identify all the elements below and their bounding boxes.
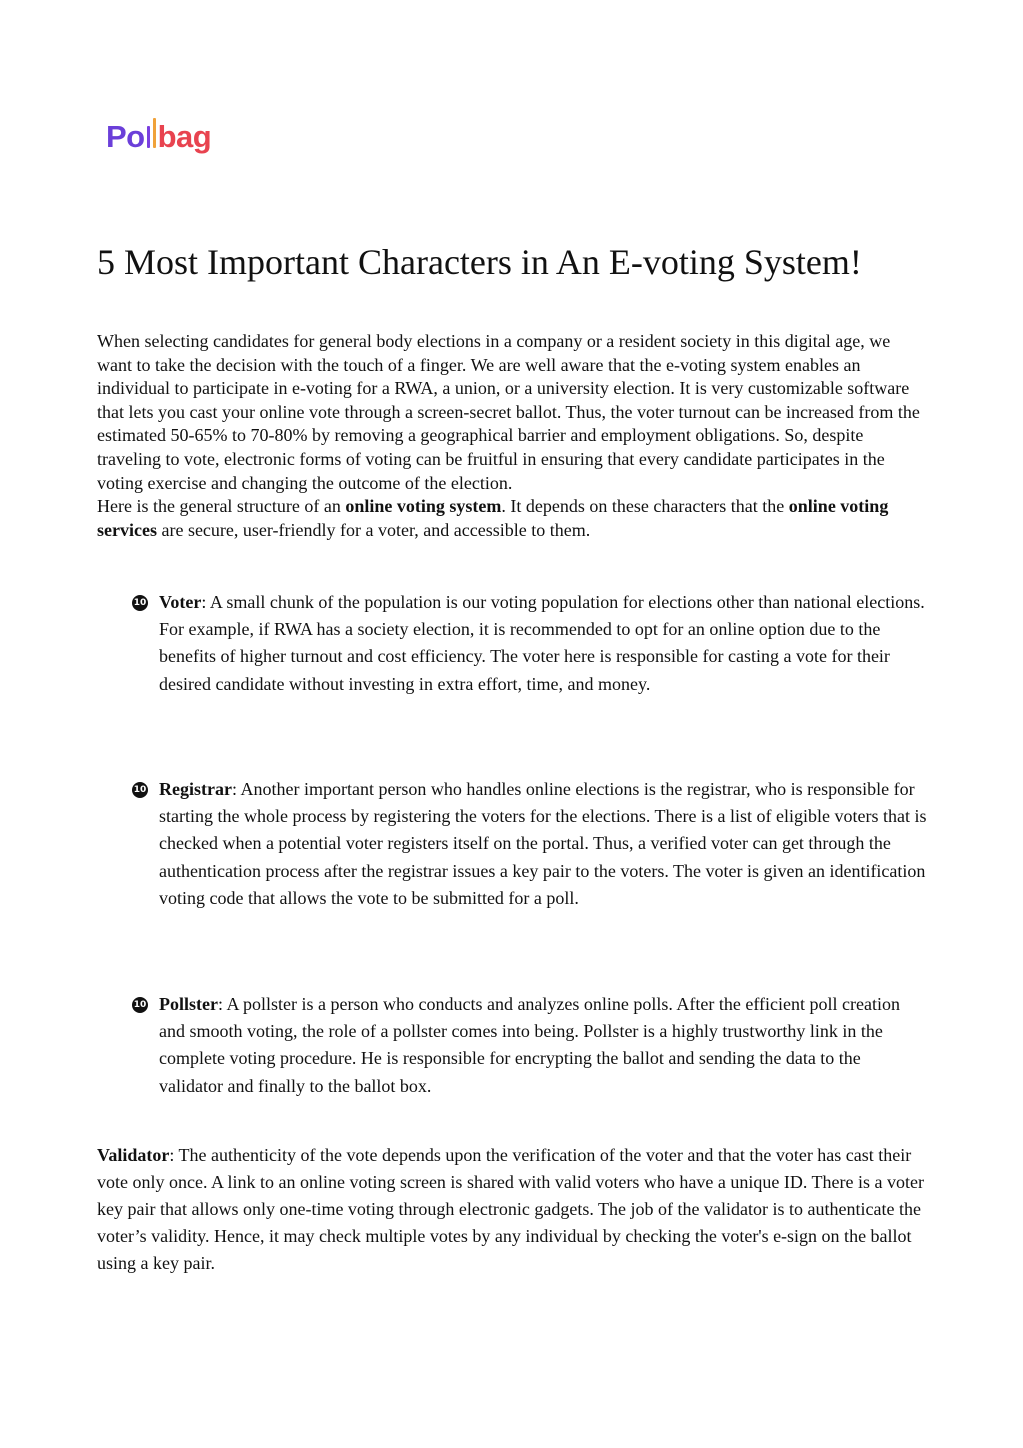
list-item-voter xyxy=(132,589,927,698)
validator-text: : The authenticity of the vote depends upon the verification of the voter and that the voter has cast their vote only once. A link to an online voting screen is shared with valid voters who have a unique ID. There is a voter key pair that allows only one-time voting through electronic gadgets. The job of the validator is to authenticate the voter’s validity. Hence, it may check multiple votes by any individual by checking the voter's e-sign on the ballot using a key pair. xyxy=(97,1145,924,1273)
list-item-pollster xyxy=(132,991,927,1100)
validator-term: Validator xyxy=(97,1145,170,1165)
online-voting-services-term: online voting services xyxy=(97,496,889,540)
bullet-marker-icon: 10 xyxy=(132,595,148,611)
registrar-term: Registrar xyxy=(159,779,232,799)
list-item-registrar xyxy=(132,776,927,912)
online-voting-system-term: online voting system xyxy=(345,496,502,517)
pollbag-logo xyxy=(106,108,211,152)
intro-paragraph: When selecting candidates for general body elections in a company or a resident society in this digital age, we want to take the decision with the touch of a finger. We are well aware that the e-voting system enables an individual to participate in e-voting for a RWA, a union, or a university election. It is very customizable software that lets you cast your online vote through a screen-secret ballot. Thus, the voter turnout can be increased from the estimated 50-65% to 70-80% by removing a geographical barrier and employment obligations. So, despite traveling to vote, electronic forms of voting can be fruitful in ensuring that every candidate participates in the voting exercise and changing the outcome of the election. xyxy=(97,331,920,493)
registrar-text: : Another important person who handles online elections is the registrar, who is responsible for starting the whole process by registering the voters for the elections. There is a list of eligible voters that is checked when a potential voter registers itself on the portal. Thus, a verified voter can get through the authentication process after the registrar issues a key pair to the voters. The voter is given an identification voting code that allows the vote to be submitted for a poll. xyxy=(159,779,927,908)
bullet-marker-icon: 10 xyxy=(132,782,148,798)
pollster-description xyxy=(159,991,927,1100)
structure-paragraph xyxy=(97,495,929,542)
pollster-text: : A pollster is a person who conducts and analyzes online polls. After the efficient poll creation and smooth voting, the role of a pollster comes into being. Pollster is a highly trustworthy link in the complete voting procedure. He is responsible for encrypting the ballot and sending the data to the validator and finally to the ballot box. xyxy=(159,994,900,1096)
structure-text-middle: . It depends on these characters that the xyxy=(501,496,789,517)
voter-description xyxy=(159,589,927,698)
logo-bars-icon xyxy=(147,118,156,148)
voter-term: Voter xyxy=(159,592,202,612)
bullet-marker-icon: 10 xyxy=(132,997,148,1013)
structure-text-before: Here is the general structure of an xyxy=(97,496,346,517)
voter-text: : A small chunk of the population is our voting population for elections other than national elections. For example, if RWA has a society election, it is recommended to opt for an online option due to the benefits of higher turnout and cost efficiency. The voter here is responsible for casting a vote for their desired candidate without investing in extra effort, time, and money. xyxy=(159,592,925,694)
logo-bar-purple xyxy=(147,126,150,148)
page-title: 5 Most Important Characters in An E-voting System! xyxy=(97,242,862,282)
pollster-term: Pollster xyxy=(159,994,218,1014)
structure-text-after: are secure, user-friendly for a voter, and accessible to them. xyxy=(156,519,591,540)
logo-bar-orange xyxy=(153,118,156,148)
validator-paragraph xyxy=(97,1142,927,1277)
logo-text-bag: bag xyxy=(157,119,212,154)
intro-section xyxy=(97,330,929,542)
logo-text-po: Po xyxy=(106,119,145,154)
registrar-description xyxy=(159,776,927,912)
